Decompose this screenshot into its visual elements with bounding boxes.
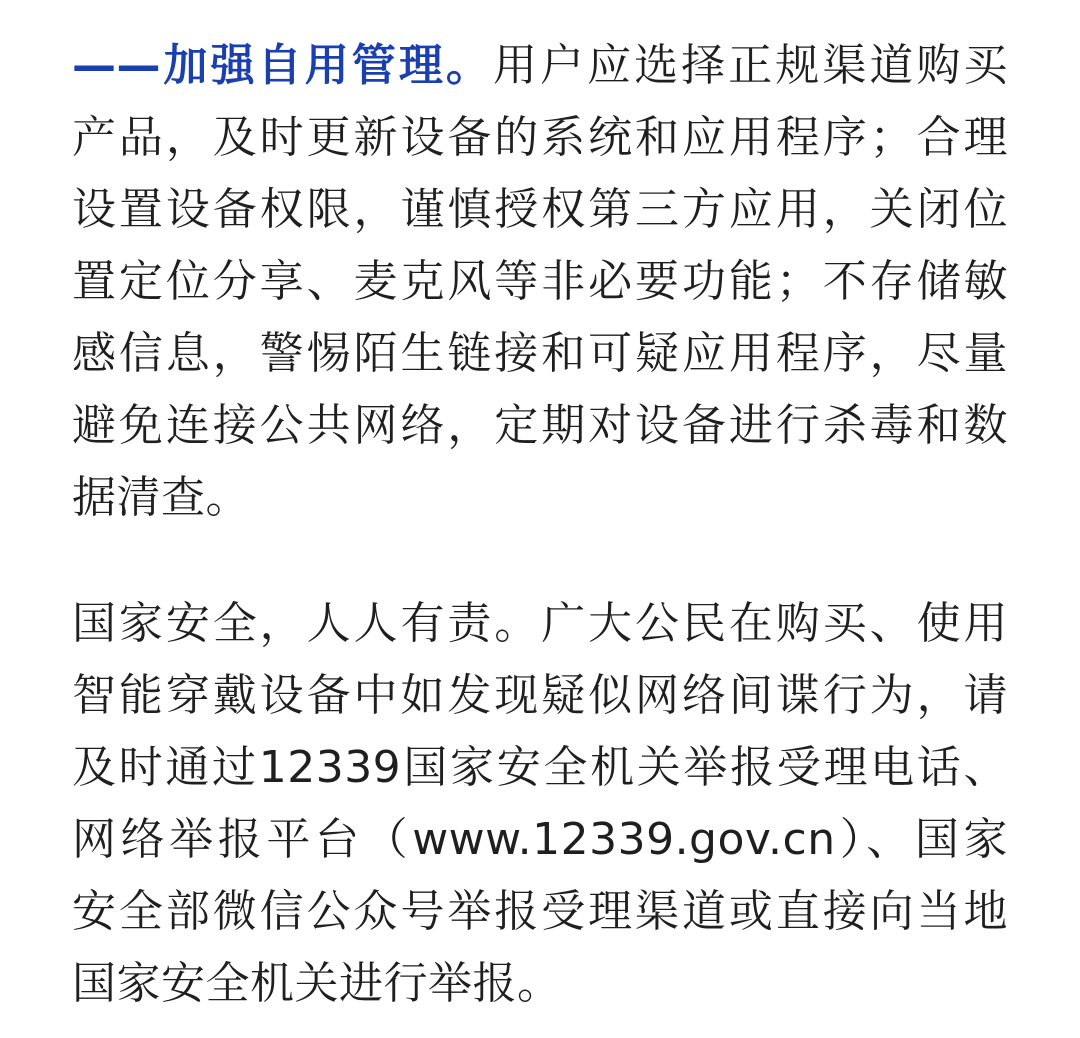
section-lead-heading: ——加强自用管理。: [72, 40, 493, 91]
text-line-content: 用户应选择正规渠道购买: [492, 40, 1009, 91]
text-line: [72, 30, 1008, 102]
text-line: 及时通过12339国家安全机关举报受理电话、: [72, 742, 1008, 793]
text-line: 产品，及时更新设备的系统和应用程序；合理: [72, 112, 1008, 163]
text-line: 置定位分享、麦克风等非必要功能；不存储敏: [72, 256, 1008, 307]
text-line: 避免连接公共网络，定期对设备进行杀毒和数: [72, 400, 1008, 451]
article-body: [72, 30, 1008, 1020]
text-line: 国家安全，人人有责。广大公民在购买、使用: [72, 598, 1008, 649]
text-line: 据清查。: [72, 472, 250, 523]
text-line: 安全部微信公众号举报受理渠道或直接向当地: [72, 886, 1008, 937]
paragraph-report-channels: [72, 588, 1008, 1020]
text-line: 智能穿戴设备中如发现疑似网络间谍行为，请: [72, 670, 1008, 721]
text-line: 设置设备权限，谨慎授权第三方应用，关闭位: [72, 184, 1008, 235]
text-line: 感信息，警惕陌生链接和可疑应用程序，尽量: [72, 328, 1008, 379]
text-line: 国家安全机关进行举报。: [72, 958, 562, 1009]
text-line: 网络举报平台（www.12339.gov.cn）、国家: [72, 814, 1008, 865]
paragraph-device-management: [72, 30, 1008, 534]
